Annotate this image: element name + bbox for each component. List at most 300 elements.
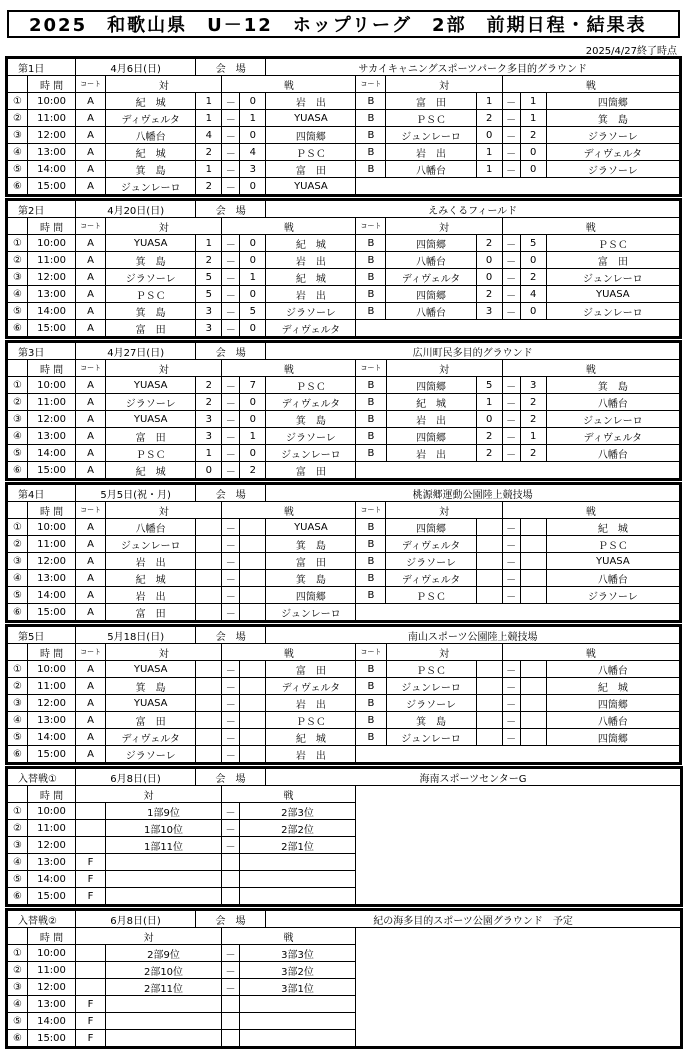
match-time: 12:00 xyxy=(28,269,76,286)
round-date: 5月5日(祝・月) xyxy=(76,485,196,502)
home-team: 紀 城 xyxy=(386,394,476,411)
score-dash: － xyxy=(502,428,520,445)
away-score: 2 xyxy=(520,127,546,144)
match-number: ① xyxy=(8,377,28,394)
home-slot xyxy=(106,1030,222,1047)
score-dash: － xyxy=(222,127,240,144)
away-score: 1 xyxy=(520,93,546,110)
match-row xyxy=(8,462,680,479)
match-time: 10:00 xyxy=(28,661,76,678)
court: A xyxy=(76,604,106,621)
score-dash: － xyxy=(502,712,520,729)
match-time: 13:00 xyxy=(28,712,76,729)
away-slot: 2部3位 xyxy=(240,803,356,820)
playoff-date: 6月8日(日) xyxy=(76,911,196,928)
home-score xyxy=(196,678,222,695)
away-slot: 3部3位 xyxy=(240,945,356,962)
match-row xyxy=(8,394,680,411)
home-team: YUASA xyxy=(106,235,196,252)
page-title: 2025 和歌山県 U－12 ホップリーグ 2部 前期日程・結果表 xyxy=(29,15,647,36)
court: A xyxy=(76,695,106,712)
score-dash: － xyxy=(222,377,240,394)
score-dash: － xyxy=(222,144,240,161)
away-team: 富 田 xyxy=(266,661,356,678)
home-team: 四箇郷 xyxy=(386,519,476,536)
court: A xyxy=(76,394,106,411)
home-slot: 2部11位 xyxy=(106,979,222,996)
away-score xyxy=(240,661,266,678)
away-score xyxy=(520,678,546,695)
away-team: ジラソーレ xyxy=(546,587,679,604)
court: B xyxy=(356,519,386,536)
court: A xyxy=(76,519,106,536)
home-score xyxy=(196,604,222,621)
round-date: 4月6日(日) xyxy=(76,59,196,76)
home-team: ジラソーレ xyxy=(106,269,196,286)
match-row xyxy=(8,570,680,587)
match-number: ④ xyxy=(8,144,28,161)
match-row xyxy=(8,729,680,746)
score-dash: － xyxy=(502,161,520,178)
away-team: 岩 出 xyxy=(266,252,356,269)
away-score xyxy=(240,729,266,746)
match-row xyxy=(8,144,680,161)
away-score xyxy=(520,536,546,553)
home-score xyxy=(476,661,502,678)
court: B xyxy=(356,110,386,127)
away-score: 0 xyxy=(240,320,266,337)
match-time: 12:00 xyxy=(28,837,76,854)
blank-cell xyxy=(8,218,28,235)
match-time: 14:00 xyxy=(28,871,76,888)
score-dash: － xyxy=(222,462,240,479)
score-dash: － xyxy=(502,303,520,320)
away-score xyxy=(520,553,546,570)
round-name: 第3日 xyxy=(8,343,76,360)
away-team: ＰＳＣ xyxy=(546,536,679,553)
home-team: 岩 出 xyxy=(106,553,196,570)
away-team: ジラソーレ xyxy=(546,161,679,178)
match-header: 戦 xyxy=(222,502,356,519)
score-dash: － xyxy=(222,320,240,337)
match-number: ① xyxy=(8,945,28,962)
away-team: 紀 城 xyxy=(266,729,356,746)
home-score: 2 xyxy=(476,428,502,445)
round-name: 第1日 xyxy=(8,59,76,76)
venue-name: 桃源郷運動公園陸上競技場 xyxy=(266,485,680,502)
match-row xyxy=(8,235,680,252)
match-time: 15:00 xyxy=(28,1030,76,1047)
home-slot xyxy=(106,854,222,871)
away-score xyxy=(240,587,266,604)
away-team: 八幡台 xyxy=(546,712,679,729)
away-team: ディヴェルタ xyxy=(266,320,356,337)
score-dash: － xyxy=(222,712,240,729)
away-score: 0 xyxy=(240,93,266,110)
away-team: 箕 島 xyxy=(266,411,356,428)
match-time: 12:00 xyxy=(28,695,76,712)
score-dash: － xyxy=(222,553,240,570)
match-number: ③ xyxy=(8,979,28,996)
score-dash: － xyxy=(222,235,240,252)
home-team: 岩 出 xyxy=(386,144,476,161)
home-team: 八幡台 xyxy=(106,519,196,536)
away-score xyxy=(240,536,266,553)
match-number: ⑤ xyxy=(8,871,28,888)
away-score: 1 xyxy=(240,269,266,286)
match-row xyxy=(8,252,680,269)
away-score: 3 xyxy=(240,161,266,178)
away-slot xyxy=(240,888,356,905)
venue-name: 広川町民多目的グラウンド xyxy=(266,343,680,360)
playoff-table xyxy=(7,910,681,1047)
home-slot xyxy=(106,996,222,1013)
match-header: 戦 xyxy=(502,502,679,519)
round-date: 4月27日(日) xyxy=(76,343,196,360)
score-dash: － xyxy=(502,695,520,712)
match-number: ③ xyxy=(8,553,28,570)
home-score: 3 xyxy=(196,411,222,428)
round-name: 第4日 xyxy=(8,485,76,502)
empty-cell xyxy=(356,604,680,621)
score-dash: － xyxy=(222,428,240,445)
away-score: 0 xyxy=(520,303,546,320)
away-score: 2 xyxy=(240,462,266,479)
home-score xyxy=(196,746,222,763)
score-dash: － xyxy=(502,269,520,286)
court: A xyxy=(76,553,106,570)
home-team: 箕 島 xyxy=(106,303,196,320)
home-slot xyxy=(106,1013,222,1030)
blank-cell xyxy=(8,502,28,519)
away-score: 0 xyxy=(240,445,266,462)
home-team: 富 田 xyxy=(106,428,196,445)
score-dash: － xyxy=(222,519,240,536)
match-time: 13:00 xyxy=(28,286,76,303)
match-number: ④ xyxy=(8,996,28,1013)
match-row xyxy=(8,286,680,303)
home-slot xyxy=(106,888,222,905)
away-score: 1 xyxy=(240,428,266,445)
match-row xyxy=(8,746,680,763)
home-score xyxy=(196,570,222,587)
away-team: ジラソーレ xyxy=(546,127,679,144)
court-header: コート xyxy=(356,502,386,519)
court-header: コート xyxy=(356,644,386,661)
home-team: ディヴェルタ xyxy=(386,269,476,286)
away-team: 富 田 xyxy=(266,161,356,178)
match-header: 戦 xyxy=(502,360,679,377)
home-score xyxy=(476,519,502,536)
away-score xyxy=(520,695,546,712)
away-score: 1 xyxy=(240,110,266,127)
away-slot: 2部1位 xyxy=(240,837,356,854)
empty-cell xyxy=(356,746,680,763)
home-team: ジュンレーロ xyxy=(106,178,196,195)
court: B xyxy=(356,712,386,729)
away-score: 4 xyxy=(240,144,266,161)
match-time: 14:00 xyxy=(28,303,76,320)
home-team: ジュンレーロ xyxy=(386,729,476,746)
home-team: 富 田 xyxy=(106,712,196,729)
match-number: ② xyxy=(8,394,28,411)
match-number: ⑤ xyxy=(8,587,28,604)
home-score: 5 xyxy=(196,286,222,303)
away-team: ＰＳＣ xyxy=(266,144,356,161)
away-score: 5 xyxy=(520,235,546,252)
match-time: 13:00 xyxy=(28,570,76,587)
round-name: 第5日 xyxy=(8,627,76,644)
score-dash: － xyxy=(502,377,520,394)
away-team: ＰＳＣ xyxy=(266,712,356,729)
match-time: 15:00 xyxy=(28,462,76,479)
venue-name: えみくるフィールド xyxy=(266,201,680,218)
match-time: 11:00 xyxy=(28,110,76,127)
time-header: 時 間 xyxy=(28,928,76,945)
vs-header: 対 xyxy=(106,218,222,235)
vs-header: 対 xyxy=(106,502,222,519)
court: F xyxy=(76,996,106,1013)
match-number: ① xyxy=(8,235,28,252)
home-score xyxy=(476,553,502,570)
home-score: 4 xyxy=(196,127,222,144)
away-score: 5 xyxy=(240,303,266,320)
away-score xyxy=(520,570,546,587)
score-dash: － xyxy=(502,587,520,604)
home-score xyxy=(196,729,222,746)
match-number: ② xyxy=(8,252,28,269)
score-dash: － xyxy=(222,661,240,678)
score-dash: － xyxy=(222,394,240,411)
home-team: ＰＳＣ xyxy=(386,661,476,678)
match-number: ① xyxy=(8,661,28,678)
home-score xyxy=(476,678,502,695)
home-team: 四箇郷 xyxy=(386,286,476,303)
away-team: ディヴェルタ xyxy=(546,144,679,161)
home-team: 富 田 xyxy=(386,93,476,110)
court: A xyxy=(76,286,106,303)
score-dash: － xyxy=(502,570,520,587)
match-time: 11:00 xyxy=(28,820,76,837)
away-score xyxy=(520,712,546,729)
score-dash: － xyxy=(222,945,240,962)
away-team: ＰＳＣ xyxy=(546,235,679,252)
home-team: 紀 城 xyxy=(106,462,196,479)
court: B xyxy=(356,587,386,604)
home-score: 1 xyxy=(476,394,502,411)
vs-header: 対 xyxy=(76,928,222,945)
away-score xyxy=(240,604,266,621)
home-score xyxy=(476,570,502,587)
home-team: ジラソーレ xyxy=(106,746,196,763)
match-row xyxy=(8,178,680,195)
away-team: 富 田 xyxy=(546,252,679,269)
court: B xyxy=(356,303,386,320)
venue-label: 会 場 xyxy=(196,59,266,76)
vs-header: 対 xyxy=(386,360,502,377)
home-team: ジラソーレ xyxy=(386,695,476,712)
as-of-date: 2025/4/27終了時点 xyxy=(585,46,677,57)
round-table xyxy=(7,58,680,195)
home-score: 1 xyxy=(476,161,502,178)
away-score xyxy=(520,519,546,536)
match-number: ⑤ xyxy=(8,303,28,320)
away-team: ジュンレーロ xyxy=(546,303,679,320)
match-time: 13:00 xyxy=(28,996,76,1013)
match-number: ⑥ xyxy=(8,746,28,763)
round-table xyxy=(7,626,680,763)
away-team: 四箇郷 xyxy=(546,93,679,110)
match-row xyxy=(8,695,680,712)
venue-name: サカイキャニングスポーツパーク多目的グラウンド xyxy=(266,59,680,76)
match-header: 戦 xyxy=(222,786,356,803)
match-time: 10:00 xyxy=(28,519,76,536)
away-score xyxy=(240,746,266,763)
match-time: 11:00 xyxy=(28,962,76,979)
score-dash: － xyxy=(502,235,520,252)
match-number: ① xyxy=(8,519,28,536)
court: A xyxy=(76,712,106,729)
match-time: 15:00 xyxy=(28,888,76,905)
match-number: ③ xyxy=(8,127,28,144)
match-number: ② xyxy=(8,962,28,979)
home-score: 0 xyxy=(476,252,502,269)
match-time: 10:00 xyxy=(28,93,76,110)
away-score xyxy=(240,519,266,536)
match-number: ④ xyxy=(8,286,28,303)
home-slot: 2部9位 xyxy=(106,945,222,962)
court: B xyxy=(356,144,386,161)
score-dash: － xyxy=(222,252,240,269)
match-row xyxy=(8,678,680,695)
home-team: ジラソーレ xyxy=(106,394,196,411)
home-slot: 1部10位 xyxy=(106,820,222,837)
home-team: YUASA xyxy=(106,377,196,394)
match-number: ① xyxy=(8,803,28,820)
court-header: コート xyxy=(76,218,106,235)
away-team: 紀 城 xyxy=(266,235,356,252)
home-score xyxy=(196,536,222,553)
home-team: 岩 出 xyxy=(386,445,476,462)
match-time: 11:00 xyxy=(28,252,76,269)
home-team: 八幡台 xyxy=(386,161,476,178)
match-time: 10:00 xyxy=(28,803,76,820)
score-dash: － xyxy=(502,411,520,428)
match-number: ① xyxy=(8,93,28,110)
away-team: 八幡台 xyxy=(546,445,679,462)
match-row xyxy=(8,519,680,536)
court: A xyxy=(76,252,106,269)
court: A xyxy=(76,587,106,604)
home-score: 1 xyxy=(196,93,222,110)
home-score: 1 xyxy=(476,144,502,161)
home-score: 3 xyxy=(196,428,222,445)
home-score xyxy=(196,587,222,604)
score-dash xyxy=(222,1030,240,1047)
score-dash: － xyxy=(222,695,240,712)
away-team: ジラソーレ xyxy=(266,428,356,445)
court-header: コート xyxy=(76,502,106,519)
match-row xyxy=(8,587,680,604)
home-score: 2 xyxy=(476,445,502,462)
match-row xyxy=(8,161,680,178)
home-score xyxy=(476,587,502,604)
home-slot xyxy=(106,871,222,888)
away-team: 紀 城 xyxy=(266,269,356,286)
match-time: 15:00 xyxy=(28,604,76,621)
venue-name: 紀の海多目的スポーツ公園グラウンド 予定 xyxy=(266,911,681,928)
match-row xyxy=(8,303,680,320)
match-number: ④ xyxy=(8,428,28,445)
home-score: 3 xyxy=(196,303,222,320)
match-time: 12:00 xyxy=(28,553,76,570)
home-team: 箕 島 xyxy=(106,252,196,269)
venue-label: 会 場 xyxy=(196,485,266,502)
score-dash: － xyxy=(502,394,520,411)
away-slot: 3部2位 xyxy=(240,962,356,979)
match-number: ② xyxy=(8,820,28,837)
home-team: ディヴェルタ xyxy=(386,536,476,553)
score-dash: － xyxy=(222,837,240,854)
match-number: ③ xyxy=(8,269,28,286)
away-team: 富 田 xyxy=(266,553,356,570)
score-dash: － xyxy=(502,286,520,303)
home-slot: 1部11位 xyxy=(106,837,222,854)
score-dash: － xyxy=(502,729,520,746)
match-number: ② xyxy=(8,536,28,553)
match-header: 戦 xyxy=(222,76,356,93)
time-header: 時 間 xyxy=(28,360,76,377)
home-team: 箕 島 xyxy=(106,678,196,695)
court-header: コート xyxy=(76,76,106,93)
blank-area xyxy=(356,786,681,905)
away-score: 2 xyxy=(520,445,546,462)
home-score: 1 xyxy=(196,235,222,252)
score-dash: － xyxy=(222,587,240,604)
score-dash: － xyxy=(222,746,240,763)
home-score: 2 xyxy=(476,110,502,127)
home-score: 5 xyxy=(476,377,502,394)
home-score: 0 xyxy=(476,127,502,144)
court-header: コート xyxy=(76,360,106,377)
court: B xyxy=(356,93,386,110)
match-number: ④ xyxy=(8,712,28,729)
match-number: ⑥ xyxy=(8,178,28,195)
away-score: 0 xyxy=(240,286,266,303)
round-table xyxy=(7,342,680,479)
home-score: 0 xyxy=(476,269,502,286)
home-team: ディヴェルタ xyxy=(106,729,196,746)
court: A xyxy=(76,269,106,286)
away-team: YUASA xyxy=(266,519,356,536)
score-dash: － xyxy=(502,661,520,678)
home-score xyxy=(196,519,222,536)
time-header: 時 間 xyxy=(28,76,76,93)
match-time: 13:00 xyxy=(28,428,76,445)
score-dash: － xyxy=(502,127,520,144)
match-time: 10:00 xyxy=(28,235,76,252)
court: B xyxy=(356,678,386,695)
away-slot: 2部2位 xyxy=(240,820,356,837)
match-time: 14:00 xyxy=(28,1013,76,1030)
home-team: YUASA xyxy=(106,411,196,428)
home-score xyxy=(476,536,502,553)
home-score: 2 xyxy=(196,252,222,269)
away-team: ＰＳＣ xyxy=(266,377,356,394)
playoff-name: 入替戦① xyxy=(8,769,76,786)
court: B xyxy=(356,661,386,678)
away-score: 2 xyxy=(520,394,546,411)
